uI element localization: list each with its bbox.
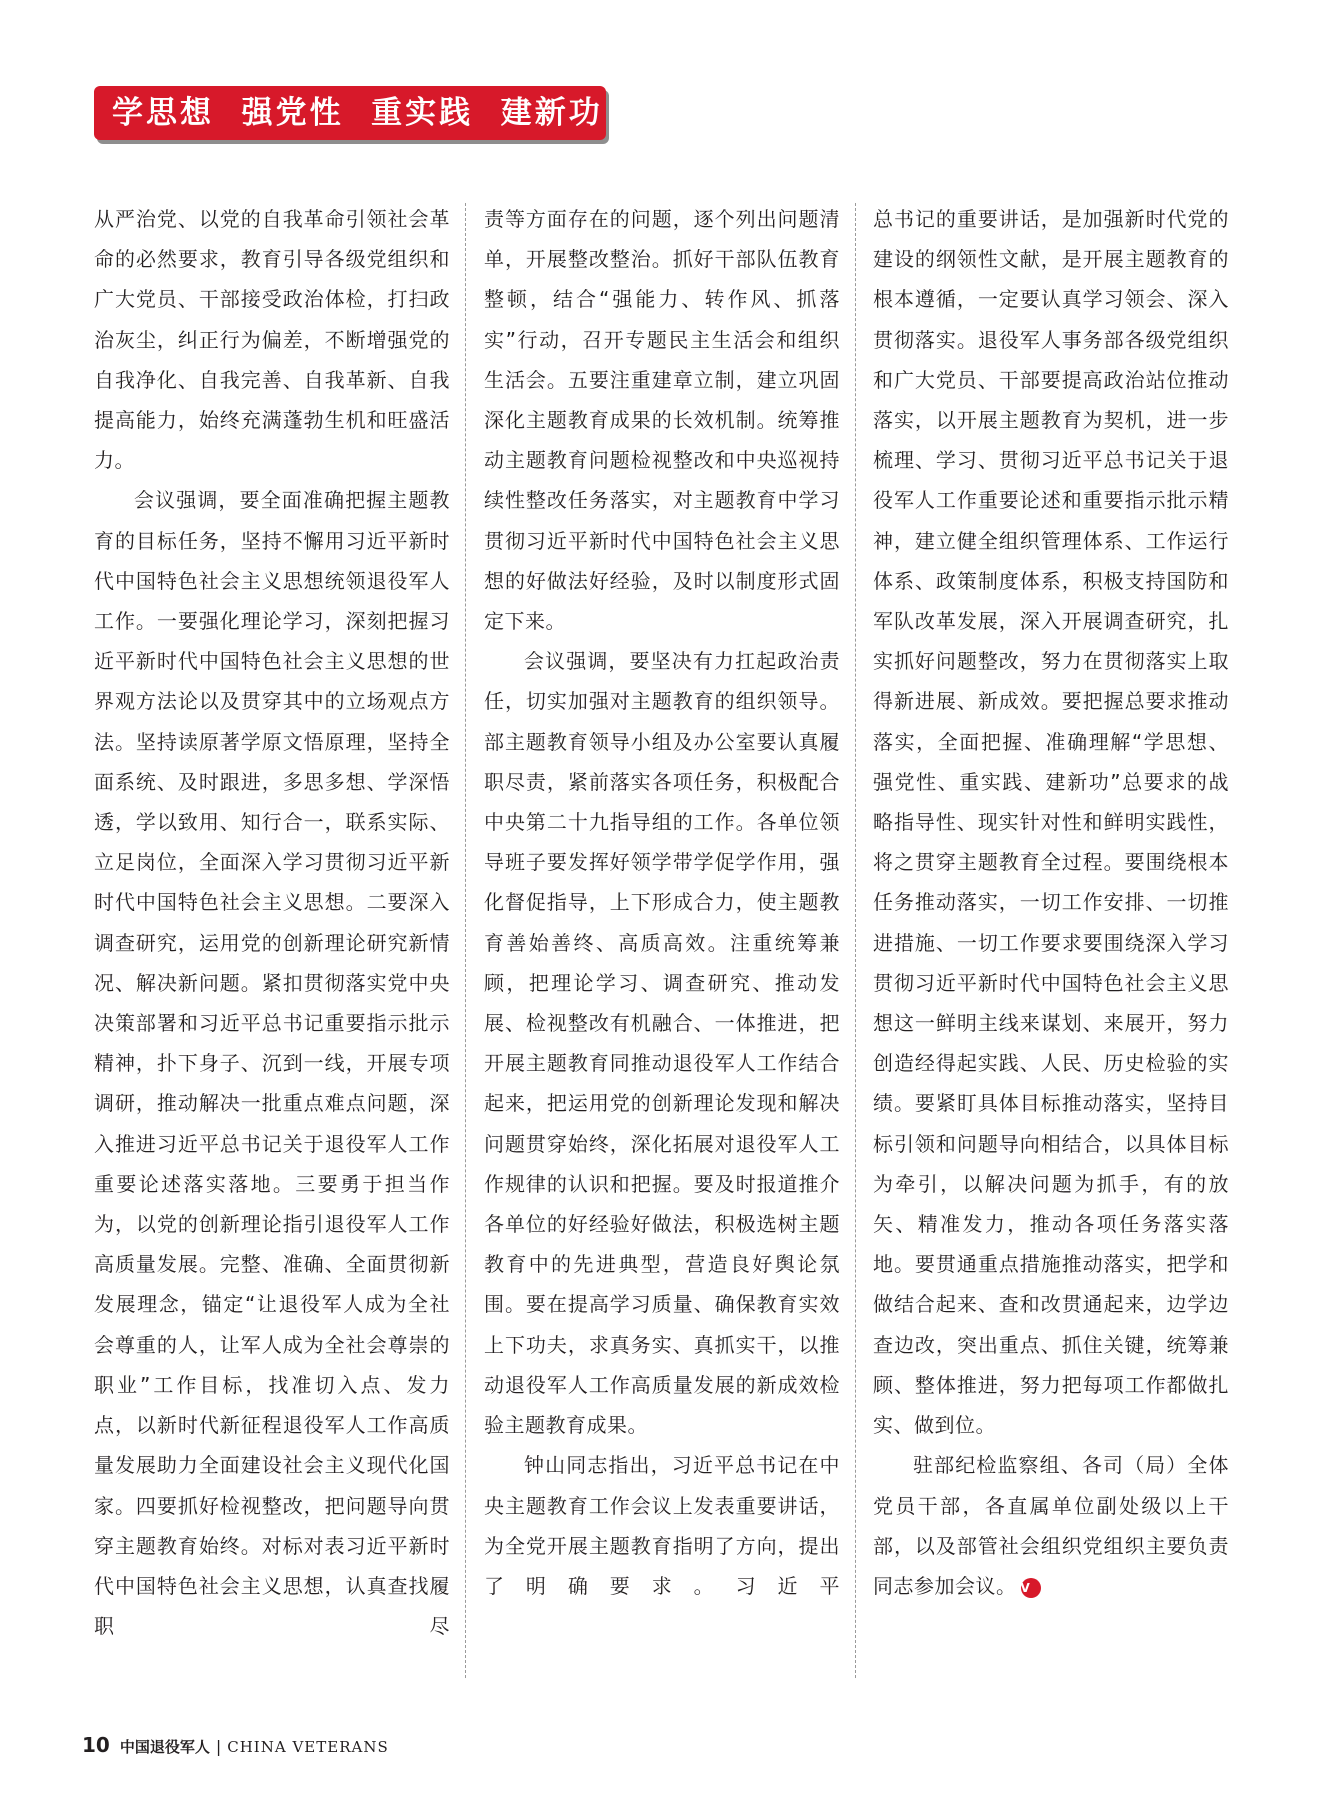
section-banner: 学思想 强党性 重实践 建新功 bbox=[94, 86, 606, 140]
article-end-icon: V bbox=[1021, 1578, 1041, 1598]
paragraph: 会议强调，要全面准确把握主题教育的目标任务，坚持不懈用习近平新时代中国特色社会主义思想统领退役军人工作。一要强化理论学习，深刻把握习近平新时代中国特色社会主义思想的世界观方法论以及贯穿其中的立场观点方法。坚持读原著学原文悟原理，坚持全面系统、及时跟进，多思多想、学深悟透，学以致用、知行合一，联系实际、立足岗位，全面深入学习贯彻习近平新时代中国特色社会主义思想。二要深入调查研究，运用党的创新理论研究新情况、解决新问题。紧扣贯彻落实党中央决策部署和习近平总书记重要指示批示精神，扑下身子、沉到一线，开展专项调研，推动解决一批重点难点问题，深入推进习近平总书记关于退役军人工作重要论述落实落地。三要勇于担当作为，以党的创新理论指引退役军人工作高质量发展。完整、准确、全面贯彻新发展理念，锚定“让退役军人成为全社会尊重的人，让军人成为全社会尊崇的职业”工作目标，找准切入点、发力点，以新时代新征程退役军人工作高质量发展助力全面建设社会主义现代化国家。四要抓好检视整改，把问题导向贯穿主题教育始终。对标对表习近平新时代中国特色社会主义思想，认真查找履职尽 bbox=[94, 488, 450, 1639]
magazine-name-cn: 中国退役军人 bbox=[119, 1738, 210, 1756]
column-divider bbox=[855, 203, 856, 1678]
page-number: 10 bbox=[82, 1733, 110, 1757]
page-footer bbox=[82, 1730, 389, 1760]
magazine-name-en: CHINA VETERANS bbox=[227, 1738, 389, 1756]
article-column-3 bbox=[873, 199, 1229, 1606]
footer-separator: | bbox=[215, 1737, 222, 1756]
paragraph: 责等方面存在的问题，逐个列出问题清单，开展整改整治。抓好干部队伍教育整顿，结合“强能力、转作风、抓落实”行动，召开专题民主生活会和组织生活会。五要注重建章立制，建立巩固深化主题教育成果的长效机制。统筹推动主题教育问题检视整改和中央巡视持续性整改任务落实，对主题教育中学习贯彻习近平新时代中国特色社会主义思想的好做法好经验，及时以制度形式固定下来。 bbox=[484, 207, 840, 634]
paragraph bbox=[873, 1445, 1229, 1606]
article-column-1 bbox=[94, 199, 450, 1646]
paragraph: 总书记的重要讲话，是加强新时代党的建设的纲领性文献，是开展主题教育的根本遵循，一定要认真学习领会、深入贯彻落实。退役军人事务部各级党组织和广大党员、干部要提高政治站位推动落实，以开展主题教育为契机，进一步梳理、学习、贯彻习近平总书记关于退役军人工作重要论述和重要指示批示精神，建立健全组织管理体系、工作运行体系、政策制度体系，积极支持国防和军队改革发展，深入开展调查研究，扎实抓好问题整改，努力在贯彻落实上取得新进展、新成效。要把握总要求推动落实，全面把握、准确理解“学思想、强党性、重实践、建新功”总要求的战略指导性、现实针对性和鲜明实践性，将之贯穿主题教育全过程。要围绕根本任务推动落实，一切工作安排、一切推进措施、一切工作要求要围绕深入学习贯彻习近平新时代中国特色社会主义思想这一鲜明主线来谋划、来展开，努力创造经得起实践、人民、历史检验的实绩。要紧盯具体目标推动落实，坚持目标引领和问题导向相结合，以具体目标为牵引，以解决问题为抓手，有的放矢、精准发力，推动各项任务落实落地。要贯通重点措施推动落实，把学和做结合起来、查和改贯通起来，边学边查边改，突出重点、抓住关键，统筹兼顾、整体推进，努力把每项工作都做扎实、做到位。 bbox=[873, 207, 1229, 1438]
article-column-2 bbox=[484, 199, 840, 1606]
column-divider bbox=[465, 203, 466, 1678]
paragraph-text: 驻部纪检监察组、各司（局）全体党员干部，各直属单位副处级以上干部，以及部管社会组织党组织主要负责同志参加会议。 bbox=[873, 1453, 1229, 1598]
paragraph: 会议强调，要坚决有力扛起政治责任，切实加强对主题教育的组织领导。部主题教育领导小组及办公室要认真履职尽责，紧前落实各项任务，积极配合中央第二十九指导组的工作。各单位领导班子要发挥好领学带学促学作用，强化督促指导，上下形成合力，使主题教育善始善终、高质高效。注重统筹兼顾，把理论学习、调查研究、推动发展、检视整改有机融合、一体推进，把开展主题教育同推动退役军人工作结合起来，把运用党的创新理论发现和解决问题贯穿始终，深化拓展对退役军人工作规律的认识和把握。要及时报道推介各单位的好经验好做法，积极选树主题教育中的先进典型，营造良好舆论氛围。要在提高学习质量、确保教育实效上下功夫，求真务实、真抓实干，以推动退役军人工作高质量发展的新成效检验主题教育成果。 bbox=[484, 649, 840, 1438]
paragraph: 从严治党、以党的自我革命引领社会革命的必然要求，教育引导各级党组织和广大党员、干部接受政治体检，打扫政治灰尘，纠正行为偏差，不断增强党的自我净化、自我完善、自我革新、自我提高能力，始终充满蓬勃生机和旺盛活力。 bbox=[94, 207, 450, 473]
paragraph: 钟山同志指出，习近平总书记在中央主题教育工作会议上发表重要讲话，为全党开展主题教育指明了方向，提出了明确要求。习近平 bbox=[484, 1453, 840, 1598]
